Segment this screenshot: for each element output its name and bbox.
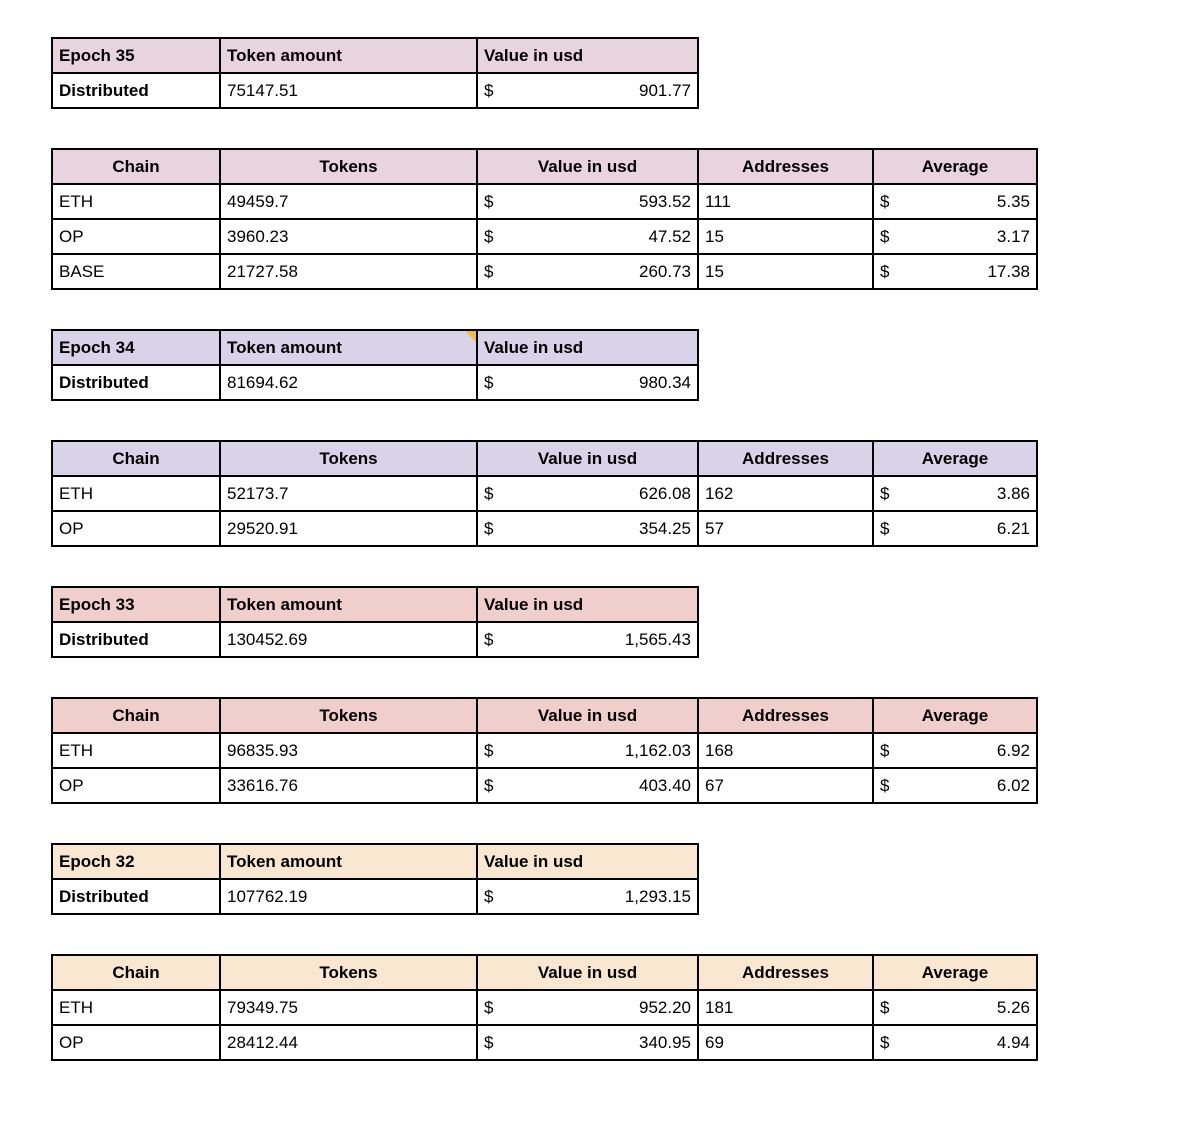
money-cell (880, 192, 1030, 212)
amount: 1,565.43 (624, 629, 691, 649)
addresses-header-cell[interactable]: Addresses (698, 149, 873, 184)
money-cell (484, 227, 691, 247)
token-amount-header-cell[interactable]: Token amount (220, 38, 477, 73)
money-cell (880, 262, 1030, 282)
addresses-header-cell[interactable]: Addresses (698, 955, 873, 990)
money-cell (484, 1033, 691, 1053)
average-cell[interactable] (873, 476, 1037, 511)
average-cell[interactable] (873, 219, 1037, 254)
currency-symbol: $ (484, 518, 494, 538)
amount: 980.34 (639, 372, 691, 392)
tokens-cell[interactable]: 33616.76 (220, 768, 477, 803)
value-in-usd-header-cell[interactable]: Value in usd (477, 844, 698, 879)
amount: 354.25 (639, 518, 691, 538)
chain-name-cell[interactable]: ETH (52, 476, 220, 511)
chain-header-cell[interactable]: Chain (52, 149, 220, 184)
amount: 3.86 (996, 483, 1030, 503)
addresses-header-cell[interactable]: Addresses (698, 441, 873, 476)
average-cell[interactable] (873, 254, 1037, 289)
table-row (52, 365, 698, 400)
money-cell (484, 519, 691, 539)
chain-name-cell[interactable]: BASE (52, 254, 220, 289)
table-row (52, 38, 698, 73)
addresses-cell[interactable]: 69 (698, 1025, 873, 1060)
table-row (52, 476, 1037, 511)
currency-symbol: $ (484, 191, 494, 211)
currency-symbol: $ (484, 1032, 494, 1052)
epoch-title-cell[interactable]: Epoch 32 (52, 844, 220, 879)
value-in-usd-header-cell[interactable]: Value in usd (477, 330, 698, 365)
token-amount-header-label: Token amount (227, 337, 342, 357)
table-header-row (52, 149, 1037, 184)
usd-value-cell[interactable] (477, 365, 698, 400)
average-cell[interactable] (873, 1025, 1037, 1060)
value-header-cell[interactable]: Value in usd (477, 698, 698, 733)
amount: 626.08 (639, 483, 691, 503)
money-cell (880, 741, 1030, 761)
addresses-cell[interactable]: 57 (698, 511, 873, 546)
usd-value-cell[interactable] (477, 73, 698, 108)
epoch-35-chain-table (51, 148, 1038, 290)
tokens-cell[interactable]: 79349.75 (220, 990, 477, 1025)
addresses-cell[interactable]: 15 (698, 254, 873, 289)
tokens-cell[interactable]: 21727.58 (220, 254, 477, 289)
currency-symbol: $ (484, 997, 494, 1017)
epoch-33-chain-table (51, 697, 1038, 804)
currency-symbol: $ (484, 80, 494, 100)
value-header-cell[interactable]: Value in usd (477, 955, 698, 990)
epoch-title-cell[interactable]: Epoch 33 (52, 587, 220, 622)
amount: 3.17 (996, 226, 1030, 246)
amount: 6.92 (996, 740, 1030, 760)
value-cell[interactable] (477, 733, 698, 768)
value-header-cell[interactable]: Value in usd (477, 441, 698, 476)
value-cell[interactable] (477, 254, 698, 289)
currency-symbol: $ (484, 372, 494, 392)
token-amount-value-cell[interactable]: 81694.62 (220, 365, 477, 400)
amount: 593.52 (639, 191, 691, 211)
table-row (52, 184, 1037, 219)
table-row (52, 879, 698, 914)
money-cell (880, 1033, 1030, 1053)
currency-symbol: $ (484, 261, 494, 281)
amount: 4.94 (996, 1032, 1030, 1052)
amount: 1,162.03 (624, 740, 691, 760)
token-amount-value-cell[interactable]: 107762.19 (220, 879, 477, 914)
amount: 47.52 (648, 226, 691, 246)
table-row (52, 844, 698, 879)
chain-header-cell[interactable]: Chain (52, 698, 220, 733)
epoch-34-chain-table (51, 440, 1038, 547)
money-cell (880, 776, 1030, 796)
table-row (52, 587, 698, 622)
money-cell (484, 192, 691, 212)
money-cell (484, 998, 691, 1018)
currency-symbol: $ (880, 518, 890, 538)
table-row (52, 1025, 1037, 1060)
currency-symbol: $ (484, 775, 494, 795)
currency-symbol: $ (484, 226, 494, 246)
amount: 340.95 (639, 1032, 691, 1052)
table-row (52, 733, 1037, 768)
currency-symbol: $ (880, 1032, 890, 1052)
currency-symbol: $ (880, 775, 890, 795)
token-amount-header-cell[interactable]: Token amount (220, 587, 477, 622)
addresses-header-cell[interactable]: Addresses (698, 698, 873, 733)
value-cell[interactable] (477, 184, 698, 219)
table-row (52, 768, 1037, 803)
table-row (52, 990, 1037, 1025)
currency-symbol: $ (484, 886, 494, 906)
distributed-label-cell[interactable]: Distributed (52, 365, 220, 400)
table-row (52, 330, 698, 365)
chain-name-cell[interactable]: OP (52, 768, 220, 803)
average-header-cell[interactable]: Average (873, 441, 1037, 476)
money-cell (880, 227, 1030, 247)
epoch-title-cell[interactable]: Epoch 35 (52, 38, 220, 73)
amount: 403.40 (639, 775, 691, 795)
addresses-cell[interactable]: 162 (698, 476, 873, 511)
distributed-label-cell[interactable]: Distributed (52, 879, 220, 914)
distributed-label-cell[interactable]: Distributed (52, 622, 220, 657)
average-cell[interactable] (873, 511, 1037, 546)
average-cell[interactable] (873, 733, 1037, 768)
average-header-cell[interactable]: Average (873, 698, 1037, 733)
money-cell (484, 887, 691, 907)
epoch-title-cell[interactable]: Epoch 34 (52, 330, 220, 365)
amount: 5.35 (996, 191, 1030, 211)
chain-header-cell[interactable]: Chain (52, 441, 220, 476)
table-header-row (52, 955, 1037, 990)
currency-symbol: $ (880, 483, 890, 503)
value-cell[interactable] (477, 1025, 698, 1060)
tokens-header-cell[interactable]: Tokens (220, 698, 477, 733)
token-amount-header-cell[interactable] (220, 330, 477, 365)
tokens-cell[interactable]: 3960.23 (220, 219, 477, 254)
token-amount-header-cell[interactable]: Token amount (220, 844, 477, 879)
tokens-header-cell[interactable]: Tokens (220, 441, 477, 476)
value-in-usd-header-cell[interactable]: Value in usd (477, 587, 698, 622)
money-cell (484, 630, 691, 650)
usd-value-cell[interactable] (477, 879, 698, 914)
money-cell (484, 262, 691, 282)
tokens-cell[interactable]: 49459.7 (220, 184, 477, 219)
comment-indicator-icon[interactable] (463, 330, 477, 344)
money-cell (880, 998, 1030, 1018)
chain-name-cell[interactable]: OP (52, 511, 220, 546)
epoch-34-summary-table (51, 329, 699, 401)
tokens-cell[interactable]: 96835.93 (220, 733, 477, 768)
value-in-usd-header-cell[interactable]: Value in usd (477, 38, 698, 73)
epoch-33-summary-table (51, 586, 699, 658)
average-cell[interactable] (873, 184, 1037, 219)
average-header-cell[interactable]: Average (873, 149, 1037, 184)
epoch-35-summary-table (51, 37, 699, 109)
currency-symbol: $ (880, 261, 890, 281)
addresses-cell[interactable]: 168 (698, 733, 873, 768)
addresses-cell[interactable]: 15 (698, 219, 873, 254)
currency-symbol: $ (484, 740, 494, 760)
chain-name-cell[interactable]: ETH (52, 990, 220, 1025)
chain-name-cell[interactable]: ETH (52, 184, 220, 219)
value-cell[interactable] (477, 990, 698, 1025)
average-header-cell[interactable]: Average (873, 955, 1037, 990)
chain-name-cell[interactable]: OP (52, 1025, 220, 1060)
currency-symbol: $ (484, 483, 494, 503)
amount: 17.38 (987, 261, 1030, 281)
epoch-32-summary-table (51, 843, 699, 915)
tokens-header-cell[interactable]: Tokens (220, 149, 477, 184)
value-cell[interactable] (477, 476, 698, 511)
average-cell[interactable] (873, 990, 1037, 1025)
amount: 5.26 (996, 997, 1030, 1017)
average-cell[interactable] (873, 768, 1037, 803)
amount: 6.21 (996, 518, 1030, 538)
money-cell (880, 484, 1030, 504)
money-cell (484, 484, 691, 504)
amount: 901.77 (639, 80, 691, 100)
tokens-cell[interactable]: 29520.91 (220, 511, 477, 546)
currency-symbol: $ (880, 226, 890, 246)
value-cell[interactable] (477, 219, 698, 254)
chain-name-cell[interactable]: OP (52, 219, 220, 254)
token-amount-value-cell[interactable]: 130452.69 (220, 622, 477, 657)
addresses-cell[interactable]: 67 (698, 768, 873, 803)
value-cell[interactable] (477, 511, 698, 546)
table-row (52, 254, 1037, 289)
currency-symbol: $ (880, 191, 890, 211)
tokens-header-cell[interactable]: Tokens (220, 955, 477, 990)
epoch-32-chain-table (51, 954, 1038, 1061)
amount: 6.02 (996, 775, 1030, 795)
addresses-cell[interactable]: 181 (698, 990, 873, 1025)
table-row (52, 219, 1037, 254)
chain-header-cell[interactable]: Chain (52, 955, 220, 990)
usd-value-cell[interactable] (477, 622, 698, 657)
value-cell[interactable] (477, 768, 698, 803)
amount: 260.73 (639, 261, 691, 281)
addresses-cell[interactable]: 111 (698, 184, 873, 219)
value-header-cell[interactable]: Value in usd (477, 149, 698, 184)
table-header-row (52, 698, 1037, 733)
token-amount-value-cell[interactable]: 75147.51 (220, 73, 477, 108)
tokens-cell[interactable]: 52173.7 (220, 476, 477, 511)
table-row (52, 622, 698, 657)
amount: 952.20 (639, 997, 691, 1017)
table-header-row (52, 441, 1037, 476)
table-row (52, 73, 698, 108)
table-row (52, 511, 1037, 546)
currency-symbol: $ (484, 629, 494, 649)
money-cell (484, 741, 691, 761)
chain-name-cell[interactable]: ETH (52, 733, 220, 768)
money-cell (880, 519, 1030, 539)
money-cell (484, 776, 691, 796)
money-cell (484, 81, 691, 101)
amount: 1,293.15 (624, 886, 691, 906)
money-cell (484, 373, 691, 393)
currency-symbol: $ (880, 997, 890, 1017)
distributed-label-cell[interactable]: Distributed (52, 73, 220, 108)
currency-symbol: $ (880, 740, 890, 760)
tokens-cell[interactable]: 28412.44 (220, 1025, 477, 1060)
